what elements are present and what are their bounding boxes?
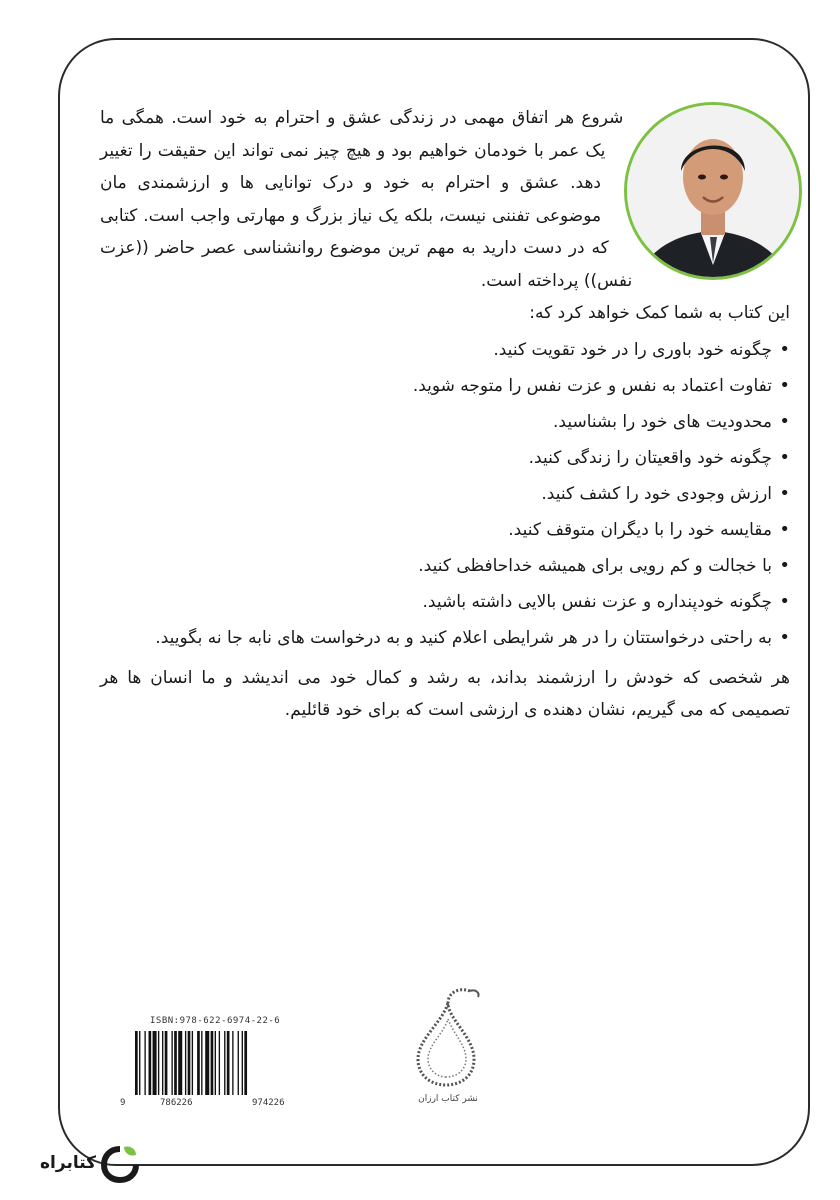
barcode-digits-2: 974226	[252, 1098, 285, 1108]
bullet-icon: •	[779, 374, 790, 396]
back-cover-text	[100, 102, 790, 727]
list-item: • چگونه خود باوری را در خود تقویت کنید.	[100, 334, 790, 366]
publisher-logo-icon	[408, 985, 484, 1089]
list-item: • محدودیت های خود را بشناسید.	[100, 406, 790, 438]
intro-paragraph: شروع هر اتفاق مهمی در زندگی عشق و احترام به خود است. همگی ما یک عمر با خودمان خواهیم بود و هیچ چیز نمی تواند این حقیقت را تغییر دهد. عشق و احترام به خود و درک توانایی ها و ارزشمندی مان موضوعی تفننی نیست، بلکه یک نیاز بزرگ و مهارتی واجب است. کتابی که در دست دارید به مهم ترین موضوع روانشناسی عصر حاضر ((عزت نفس)) پرداخته است.	[100, 108, 633, 291]
benefit-list	[100, 334, 790, 654]
list-item: • ارزش وجودی خود را کشف کنید.	[100, 478, 790, 510]
bullet-icon: •	[779, 518, 790, 540]
list-item: • با خجالت و کم رویی برای همیشه خداحافظی کنید.	[100, 550, 790, 582]
list-item: • چگونه خودپنداره و عزت نفس بالایی داشته باشید.	[100, 586, 790, 618]
watermark-text: کتابراه	[40, 1153, 97, 1173]
list-item: • چگونه خود واقعیتان را زندگی کنید.	[100, 442, 790, 474]
bullet-icon: •	[779, 338, 790, 360]
author-photo-icon	[627, 105, 799, 277]
barcode-icon	[133, 1031, 333, 1095]
list-item: • تفاوت اعتماد به نفس و عزت نفس را متوجه شوید.	[100, 370, 790, 402]
bullet-icon: •	[779, 410, 790, 432]
list-item: • به راحتی درخواستتان را در هر شرایطی اعلام کنید و به درخواست های نابه جا نه بگویید.	[100, 622, 790, 654]
list-lead: این کتاب به شما کمک خواهد کرد که:	[529, 303, 790, 323]
closing-paragraph: هر شخصی که خودش را ارزشمند بداند، به رشد و کمال خود می اندیشد و ما انسان ها هر تصمیمی که می گیریم، نشان دهنده ی ارزشی است که برای خود قائلیم.	[100, 667, 790, 720]
author-portrait	[624, 102, 802, 280]
barcode-left-digit: 9	[120, 1098, 126, 1108]
bullet-icon: •	[779, 626, 790, 648]
publisher-name: نشر کتاب ارزان	[418, 1094, 478, 1104]
ketabrah-logo-icon	[100, 1143, 140, 1183]
watermark	[40, 1140, 140, 1186]
bullet-icon: •	[779, 446, 790, 468]
isbn-label: ISBN:978-622-6974-22-6	[150, 1016, 281, 1026]
list-item: • مقایسه خود را با دیگران متوقف کنید.	[100, 514, 790, 546]
barcode-digits-1: 786226	[160, 1098, 193, 1108]
bullet-icon: •	[779, 482, 790, 504]
bullet-icon: •	[779, 590, 790, 612]
bullet-icon: •	[779, 554, 790, 576]
